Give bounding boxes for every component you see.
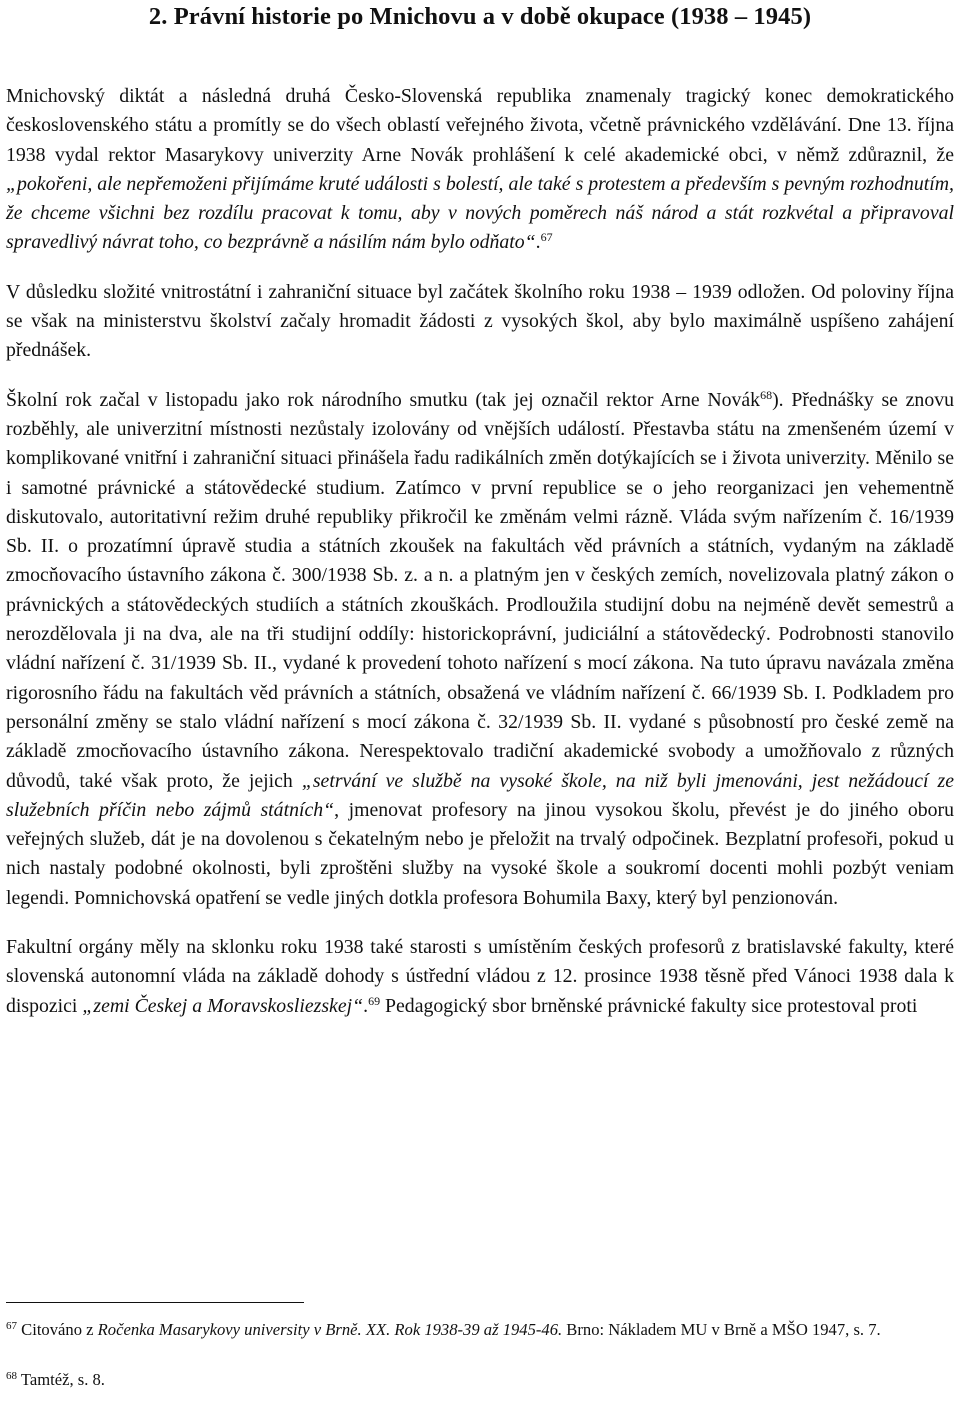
paragraph-3-text: Školní rok začal v listopadu jako rok národního smutku (tak jej označil rektor Arne Novák xyxy=(6,388,761,411)
footnotes xyxy=(6,1302,954,1417)
footnote-68 xyxy=(6,1367,954,1393)
paragraph-4-punct: . xyxy=(363,994,369,1017)
footnote-text: Tamtéž, s. 8. xyxy=(17,1370,105,1389)
regulation-quote: „setrvání ve službě na vysoké škole, na niž byli jmenováni, jest nežádoucí ze služebních příčin nebo zájmů státních“ xyxy=(6,769,954,821)
chapter-heading: 2. Právní historie po Mnichovu a v době okupace (1938 – 1945) xyxy=(148,3,812,30)
paragraph-4 xyxy=(6,933,954,1021)
paragraph-3-text-cont: ). Přednášky se znovu rozběhly, ale univerzitní místnosti nezůstaly izolovány od vnějších událostí. Přestavba státu na zmenšeném území v komplikované vnitřní i zahraniční situaci přinášela řadu radikálních změn dotýkajících se i života univerzity. Měnilo se i samotné právnické a státovědecké studium. Zatímco v první republice se o jeho reorganizaci jen vehementně diskutovalo, autoritativní režim druhé republiky přikročil ke změnám velmi rázně. Vláda svým nařízením č. 16/1939 Sb. II. o prozatímní úpravě studia a státních zkoušek na fakultách věd právních a státních, vydaným na základě zmocňovacího ústavního zákona č. 300/1938 Sb. z. a n. a platným jen v českých zemích, novelizovala platný zákon o právnických a státovědeckých studiích a státních zkouškách. Prodloužila studijní dobu na nejméně devět semestrů a nerozdělovala ji na dva, ale na tři studijní oddíly: historickoprávní, judiciální a státovědecký. Podrobnosti stanovilo vládní nařízení č. 31/1939 Sb. II., vydané k provedení tohoto nařízení s mocí zákona. Na tuto úpravu navázala změna rigorosního řádu na fakultách věd právních a státních, obsažená ve vládním nařízení č. 66/1939 Sb. I. Podkladem pro personální změny se stalo vládní nařízení s mocí zákona č. 32/1939 Sb. II. vydané s působností pro české země na základě zmocňovacího ústavního zákona. Nerespektovalo tradiční akademické svobody a umožňovalo z různých důvodů, také však proto, že jejich xyxy=(6,388,954,792)
footnote-ref-69[interactable]: 69 xyxy=(368,993,381,1008)
footnote-number: 67 xyxy=(6,1320,17,1332)
paragraph-3 xyxy=(6,386,954,913)
footnote-source-title: Ročenka Masarykovy university v Brně. XX. Rok 1938-39 až 1945-46. xyxy=(97,1320,563,1339)
footnote-number: 68 xyxy=(6,1370,17,1382)
paragraph-4-text-end: Pedagogický sbor brněnské právnické fakulty sice protestoval proti xyxy=(380,994,918,1017)
footnote-ref-68[interactable]: 68 xyxy=(760,387,773,402)
footnote-ref-67[interactable]: 67 xyxy=(540,230,553,245)
paragraph-4-text: Fakultní orgány měly na sklonku roku 1938 také starosti s umístěním českých profesorů z bratislavské fakulty, které slovenská autonomní vláda na základě dohody s ústřední vládou z 12. prosince 1938 těsně před Vánoci 1938 dala k dispozici xyxy=(6,936,954,1017)
footnote-text: Citováno z xyxy=(17,1320,98,1339)
rector-quote: „pokořeni, ale nepřemoženi přijímáme kruté události s bolestí, ale také s protestem a především s pevným rozhodnutím, že chceme všichni bez rozdílu pracovat k tomu, aby v nových poměrech náš národ a stát rozkvétal a připravoval spravedlivý návrat toho, co bezprávně a násilím nám bylo odňato“ xyxy=(6,172,954,254)
paragraph-1 xyxy=(6,82,954,258)
paragraph-1-text: Mnichovský diktát a následná druhá Česko-Slovenská republika znamenaly tragický konec demokratického československého státu a promítly se do všech oblastí veřejného života, včetně právnického vzdělávání. Dne 13. října 1938 vydal rektor Masarykovy univerzity Arne Novák prohlášení k celé akademické obci, v němž zdůraznil, že xyxy=(6,85,954,166)
footnote-separator xyxy=(6,1302,304,1303)
footnote-67 xyxy=(6,1317,954,1343)
paragraph-1-end: . xyxy=(535,231,541,254)
body-text xyxy=(6,82,954,1021)
footnote-text-end: Brno: Nákladem MU v Brně a MŠO 1947, s. 7. xyxy=(562,1320,881,1339)
paragraph-3-text-end: , jmenovat profesory na jinou vysokou školu, převést je do jiného oboru veřejných služeb, dát je na dovolenou s čekatelným nebo je přeložit na trvalý odpočinek. Bezplatní profesoři, pokud u nich nastaly podobné okolnosti, byli zproštěni služby na vysoké škole a soukromí docenti mohli pozbýt veniam legendi. Pomnichovská opatření se vedle jiných dotkla profesora Bohumila Baxy, který byl penzionován. xyxy=(6,798,954,909)
land-quote: „zemi Českej a Moravskosliezskej“ xyxy=(82,994,364,1017)
paragraph-2: V důsledku složité vnitrostátní i zahraniční situace byl začátek školního roku 1938 – 1939 odložen. Od poloviny října se však na ministerstvu školství začaly hromadit žádosti z vysokých škol, aby bylo maximálně uspíšeno zahájení přednášek. xyxy=(6,280,954,362)
